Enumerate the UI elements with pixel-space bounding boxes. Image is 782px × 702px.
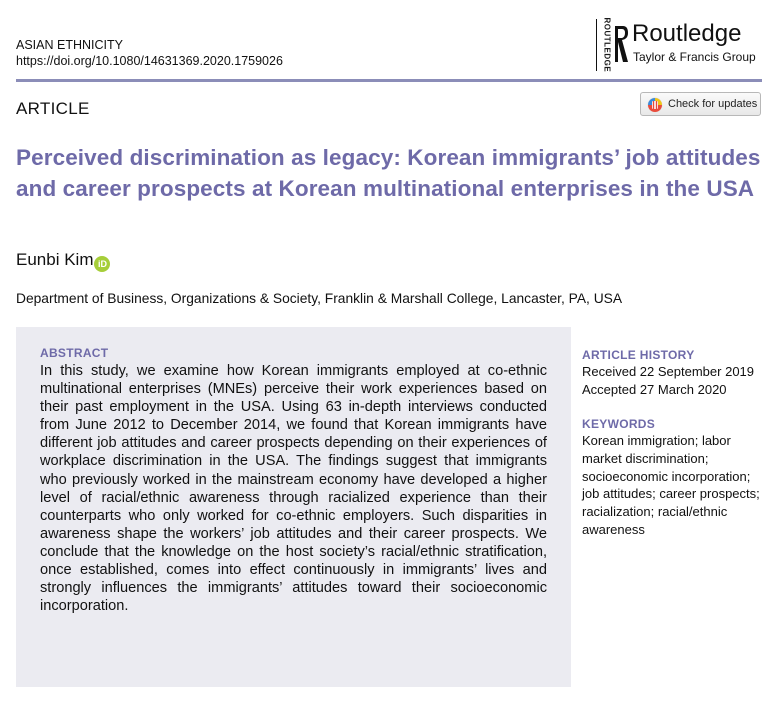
header-rule (16, 79, 762, 82)
crossmark-icon (647, 97, 663, 113)
received-date: Received 22 September 2019 (582, 364, 755, 379)
journal-header (16, 37, 283, 69)
journal-doi[interactable]: https://doi.org/10.1080/14631369.2020.1759026 (16, 54, 283, 68)
logo-spine-text: ROUTLEDGE (602, 17, 612, 73)
accepted-date: Accepted 27 March 2020 (582, 382, 727, 397)
check-for-updates-label: Check for updates (668, 98, 758, 110)
abstract-text: In this study, we examine how Korean immigrants employed at co-ethnic multinational enterprises (MNEs) perceive their work experiences based on their past employment in the USA. Using 63 in-depth interviews conducted from June 2012 to December 2014, we found that Korean immigrants have different job attitudes and career prospects depending on their experiences of workplace discrimination in the USA. The findings suggest that immigrants who previously worked in the mainstream economy have developed a higher level of racial/ethnic awareness through racialized experience than their counterparts who only worked for co-ethnic employers. Such disparities in awareness shape the workers’ job attitudes and their career prospects. We conclude that the knowledge on the host society’s racial/ethnic stratification, once established, comes into effect continuously in immigrants’ lives and strongly influences the immigrants’ attitudes toward their socioeconomic incorporation. (40, 363, 547, 615)
logo-spine (596, 19, 614, 71)
orcid-icon[interactable]: iD (94, 256, 110, 272)
routledge-r-icon (613, 24, 629, 64)
keywords-list: Korean immigration; labor market discrimination; socioeconomic incorporation; job attitudes; career prospects; racialization; racial/ethnic awareness (582, 433, 760, 537)
article-history (582, 347, 772, 399)
author-affiliation: Department of Business, Organizations & Society, Franklin & Marshall College, Lancaster, PA, USA (16, 291, 623, 306)
publisher-group: Taylor & Francis Group (633, 50, 756, 64)
publisher-name: Routledge (632, 20, 742, 47)
abstract-box (16, 327, 571, 687)
keywords-heading: KEYWORDS (582, 417, 656, 431)
article-type-label: ARTICLE (16, 99, 90, 118)
article-title: Perceived discrimination as legacy: Korean immigrants’ job attitudes and career prospects at Korean multinational enterprises in the USA (16, 145, 761, 201)
author-name[interactable]: Eunbi Kim (16, 250, 94, 269)
article-history-heading: ARTICLE HISTORY (582, 348, 695, 362)
abstract-heading: ABSTRACT (40, 346, 109, 360)
author-line (16, 250, 110, 272)
publisher-logo (596, 19, 766, 71)
journal-name: ASIAN ETHNICITY (16, 38, 123, 52)
check-for-updates-button[interactable] (640, 92, 761, 116)
keywords-section (582, 416, 772, 539)
